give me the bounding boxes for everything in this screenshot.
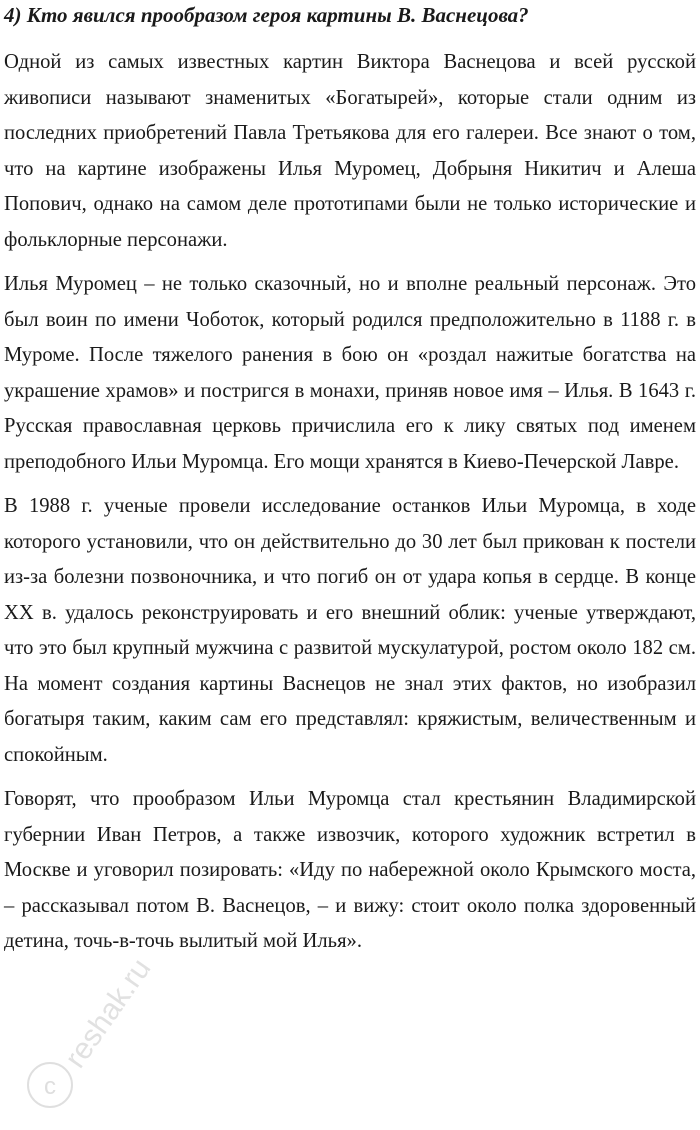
paragraph-prototype: Говорят, что прообразом Ильи Муромца стал крестьянин Владимирской губернии Иван Петров, а также извозчик, которого художник встретил в Москве и уговорил позировать: «Иду по набережной около Крымского моста, – рассказывал потом В. Васнецов, – и вижу: стоит около полка здоровенный детина, точь-в-точь вылитый мой Илья». xyxy=(4,788,696,952)
watermark-text: reshak.ru xyxy=(58,952,158,1075)
copyright-c-icon: c xyxy=(44,1073,56,1100)
paragraph-ilya-biography: Илья Муромец – не только сказочный, но и вполне реальный персонаж. Это был воин по имени Чоботок, который родился предположительно в 1188 г. в Муроме. После тяжелого ранения в бою он «роздал нажитые богатства на украшение храмов» и постригся в монахи, приняв новое имя – Илья. В 1643 г. Русская православная церковь причислила его к лику святых под именем преподобного Ильи Муромца. Его мощи хранятся в Киево-Печерской Лавре. xyxy=(4,273,696,473)
paragraph-research-1988: В 1988 г. ученые провели исследование останков Ильи Муромца, в ходе которого установили, что он действительно до 30 лет был прикован к постели из-за болезни позвоночника, и что погиб он от удара копья в сердце. В конце XX в. удалось реконструировать и его внешний облик: ученые утверждают, что это был крупный мужчина с развитой мускулатурой, ростом около 182 см. На момент создания картины Васнецов не знал этих фактов, но изобразил богатыря таким, каким сам его представлял: кряжистым, величественным и спокойным. xyxy=(4,495,696,766)
question-heading: 4) Кто явился прообразом героя картины В. Васнецова? xyxy=(4,3,529,27)
paragraph-intro: Одной из самых известных картин Виктора Васнецова и всей русской живописи называют знаменитых «Богатырей», которые стали одним из последних приобретений Павла Третьякова для его галереи. Все знают о том, что на картине изображены Илья Муромец, Добрыня Никитич и Алеша Попович, однако на самом деле прототипами были не только исторические и фольклорные персонажи. xyxy=(4,51,696,251)
